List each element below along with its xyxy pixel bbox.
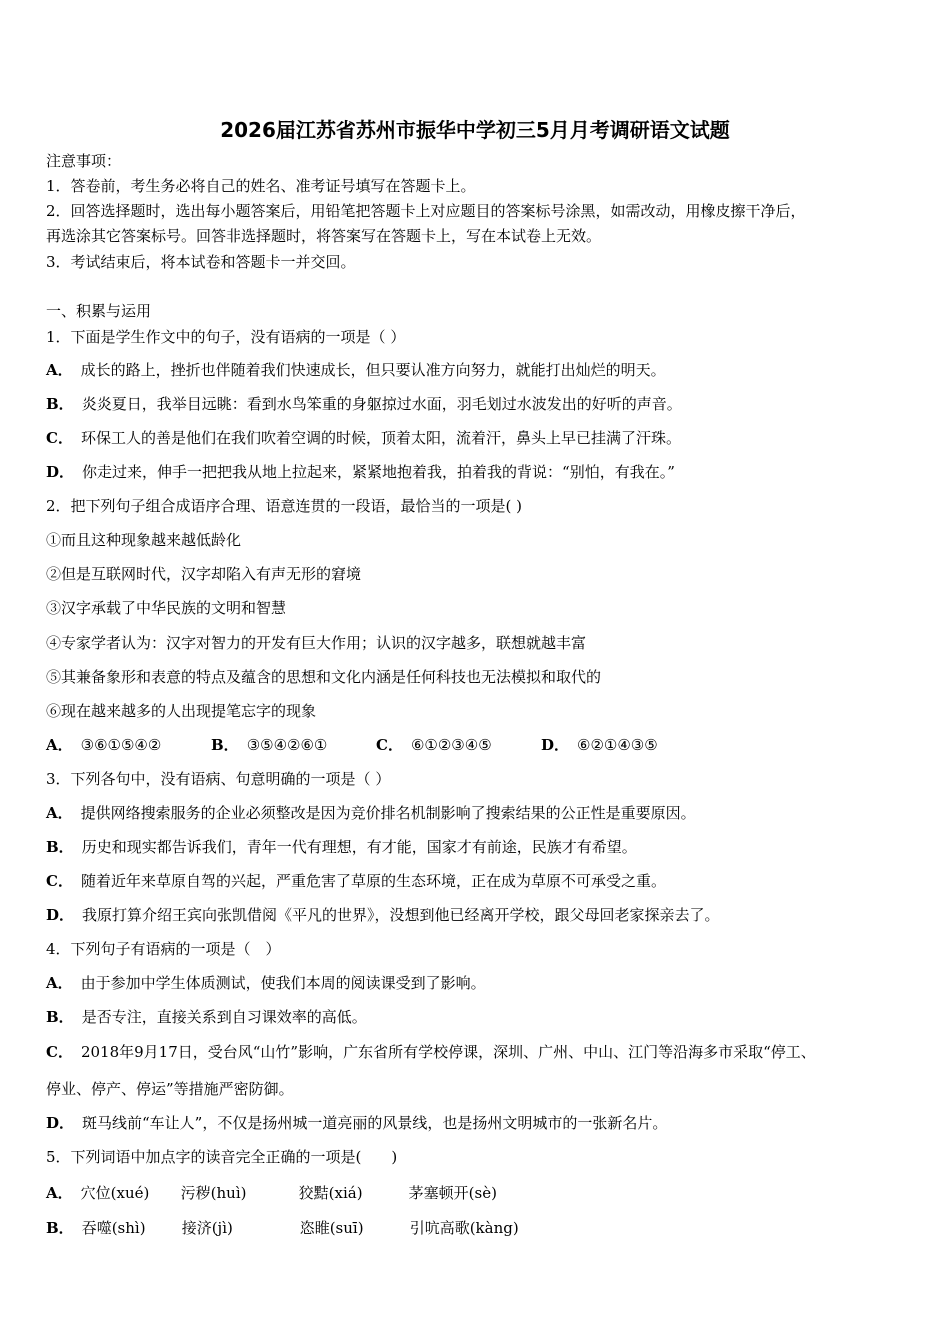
word-item: 狡黠(xiá): [298, 1184, 363, 1202]
option-text: ⑥①②③④⑤: [410, 736, 492, 754]
q2-option-b: [211, 735, 376, 755]
option-label: D．: [46, 1114, 75, 1132]
word-item: 穴位(xué): [80, 1184, 150, 1202]
q2-item: ①而且这种现象越来越低龄化: [46, 531, 242, 549]
word-item: 恣睢(suī): [299, 1219, 364, 1237]
option-text: ③⑥①⑤④②: [80, 736, 162, 754]
q1-option-d: [46, 462, 675, 482]
option-text: 炎炎夏日，我举目远眺：看到水鸟笨重的身躯掠过水面，羽毛划过水波发出的好听的声音。: [81, 395, 682, 413]
q3-option-c: [46, 871, 666, 891]
q5-option-a: [46, 1183, 497, 1203]
question-4-stem: 4．下列句子有语病的一项是（ ）: [46, 940, 281, 958]
q2-item: ⑤其兼备象形和表意的特点及蕴含的思想和文化内涵是任何科技也无法模拟和取代的: [46, 668, 602, 686]
option-label: A．: [46, 804, 73, 822]
q2-item: ③汉字承载了中华民族的文明和智慧: [46, 599, 287, 617]
q1-option-a: [46, 360, 666, 380]
notice-item: 1．答卷前，考生务必将自己的姓名、准考证号填写在答题卡上。: [46, 177, 476, 195]
q4-option-a: [46, 973, 486, 993]
option-label: A．: [46, 361, 73, 379]
word-item: 引吭高歌(kàng): [409, 1219, 519, 1237]
word-item: 吞噬(shì): [81, 1219, 146, 1237]
option-text: ③⑤④②⑥①: [246, 736, 328, 754]
q2-option-d: [541, 735, 658, 755]
q1-option-b: [46, 394, 682, 414]
option-text: 环保工人的善是他们在我们吹着空调的时候，顶着太阳，流着汗，鼻头上早已挂满了汗珠。: [80, 429, 681, 447]
q4-option-b: [46, 1007, 367, 1027]
option-label: B．: [211, 736, 239, 754]
option-label: B．: [46, 1008, 74, 1026]
option-text: 由于参加中学生体质测试，使我们本周的阅读课受到了影响。: [80, 974, 486, 992]
notice-item: 3．考试结束后，将本试卷和答题卡一并交回。: [46, 253, 356, 271]
q1-option-c: [46, 428, 681, 448]
option-text: 2018年9月17日，受台风“山竹”影响，广东省所有学校停课，深圳、广州、中山、江门等沿海多市采取“停工、: [80, 1043, 816, 1061]
option-label: D．: [46, 906, 75, 924]
option-text: 我原打算介绍王宾向张凯借阅《平凡的世界》，没想到他已经离开学校，跟父母回老家探亲去了。: [82, 906, 720, 924]
option-label: B．: [46, 1219, 74, 1237]
option-text: 斑马线前“车让人”，不仅是扬州城一道亮丽的风景线，也是扬州文明城市的一张新名片。: [82, 1114, 668, 1132]
q3-option-d: [46, 905, 720, 925]
q3-option-a: [46, 803, 696, 823]
q2-item: ②但是互联网时代，汉字却陷入有声无形的窘境: [46, 565, 362, 583]
option-label: C．: [46, 1043, 73, 1061]
q3-option-b: [46, 837, 637, 857]
option-label: C．: [46, 872, 73, 890]
word-item: 接济(jì): [181, 1219, 233, 1237]
option-text: 历史和现实都告诉我们，青年一代有理想，有才能，国家才有前途，民族才有希望。: [81, 838, 637, 856]
notice-heading: 注意事项：: [46, 152, 122, 170]
question-5-stem: 5．下列词语中加点字的读音完全正确的一项是( ): [46, 1148, 398, 1166]
option-label: A．: [46, 736, 73, 754]
page-title: 2026届江苏省苏州市振华中学初三5月月考调研语文试题: [220, 118, 730, 142]
q2-option-a: [46, 735, 211, 755]
option-label: D．: [46, 463, 75, 481]
option-text: 是否专注，直接关系到自习课效率的高低。: [81, 1008, 367, 1026]
option-text: 提供网络搜索服务的企业必须整改是因为竞价排名机制影响了搜索结果的公正性是重要原因。: [80, 804, 696, 822]
q4-option-c: [46, 1042, 816, 1062]
question-3-stem: 3．下列各句中，没有语病、句意明确的一项是（ ）: [46, 770, 391, 788]
q2-options: [46, 735, 658, 755]
notice-item: 再选涂其它答案标号。回答非选择题时，将答案写在答题卡上，写在本试卷上无效。: [46, 227, 602, 245]
q2-item: ④专家学者认为：汉字对智力的开发有巨大作用；认识的汉字越多，联想就越丰富: [46, 634, 587, 652]
option-text: 你走过来，伸手一把把我从地上拉起来，紧紧地抱着我，拍着我的背说：“别怕，有我在。”: [82, 463, 675, 481]
option-text: 成长的路上，挫折也伴随着我们快速成长，但只要认准方向努力，就能打出灿烂的明天。: [80, 361, 666, 379]
q4-option-d: [46, 1113, 667, 1133]
option-label: B．: [46, 838, 74, 856]
question-2-stem: 2．把下列句子组合成语序合理、语意连贯的一段语，最恰当的一项是( ): [46, 497, 523, 515]
q2-option-c: [376, 735, 541, 755]
notice-item: 2．回答选择题时，选出每小题答案后，用铅笔把答题卡上对应题目的答案标号涂黑，如需改动，用橡皮擦干净后，: [46, 202, 806, 220]
question-1-stem: 1．下面是学生作文中的句子，没有语病的一项是（ ）: [46, 328, 406, 346]
option-text: 随着近年来草原自驾的兴起，严重危害了草原的生态环境，正在成为草原不可承受之重。: [80, 872, 666, 890]
option-label: C．: [46, 429, 73, 447]
word-item: 污秽(huì): [180, 1184, 247, 1202]
word-item: 茅塞顿开(sè): [408, 1184, 497, 1202]
option-label: A．: [46, 1184, 73, 1202]
option-label: D．: [541, 736, 570, 754]
section-heading: 一、积累与运用: [46, 302, 152, 320]
option-label: A．: [46, 974, 73, 992]
q4-option-c-continued: 停业、停产、停运”等措施严密防御。: [46, 1080, 294, 1098]
q5-option-b: [46, 1218, 519, 1238]
q2-item: ⑥现在越来越多的人出现提笔忘字的现象: [46, 702, 317, 720]
option-label: C．: [376, 736, 403, 754]
option-label: B．: [46, 395, 74, 413]
option-text: ⑥②①④③⑤: [577, 736, 658, 754]
